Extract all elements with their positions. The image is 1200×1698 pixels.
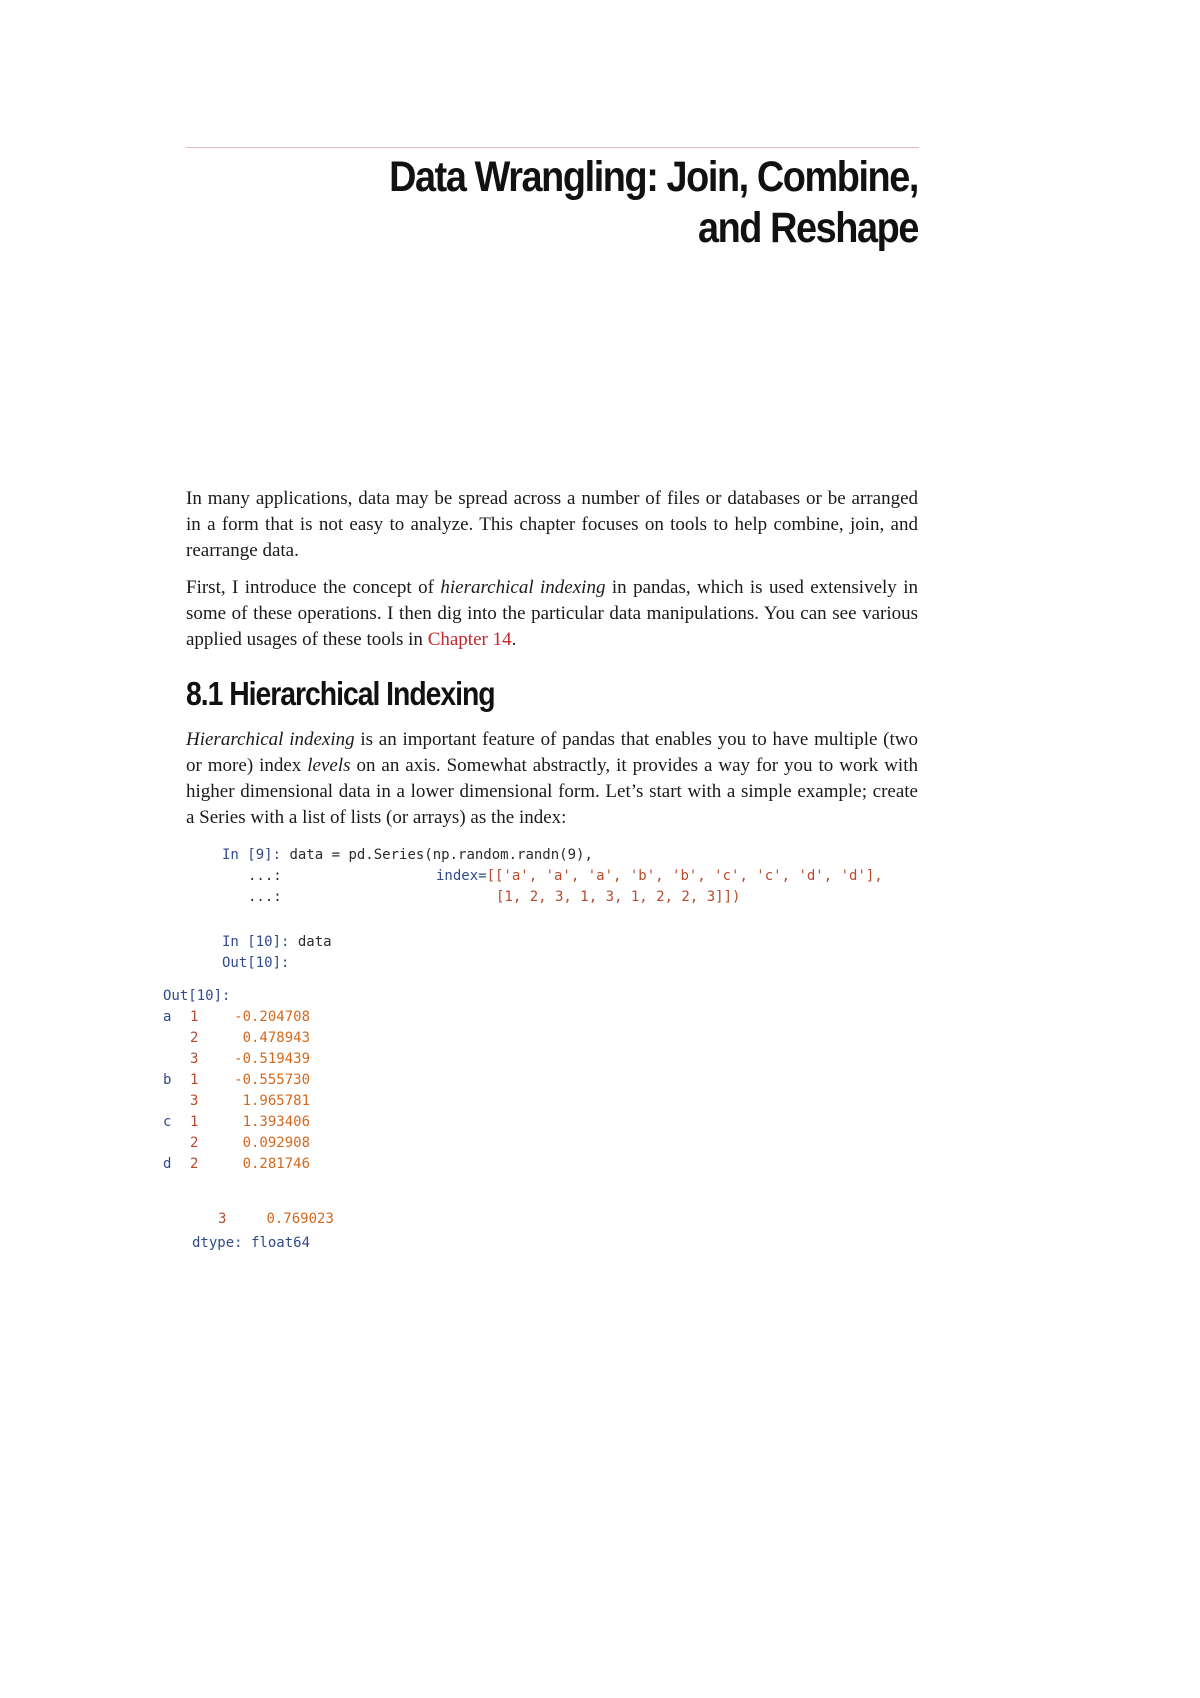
output-row [163, 1112, 310, 1133]
output-row-level1: c [163, 1114, 172, 1130]
prompt-cont-1: ...: [248, 868, 282, 884]
output-row-value: 1.393406 [242, 1114, 310, 1130]
section-paragraph [186, 727, 918, 831]
output-row [163, 1133, 310, 1154]
output-row-value: -0.204708 [234, 1009, 310, 1025]
output-row-level2: 1 [190, 1072, 199, 1088]
code-line-cont-1 [248, 866, 282, 887]
prompt-in9: In [9]: [222, 847, 282, 863]
chapter-title [374, 152, 918, 254]
code-index-kw: index= [436, 868, 487, 884]
prompt-in10: In [10]: [222, 934, 290, 950]
term-levels: levels [307, 755, 351, 776]
output-label-text: Out[10]: [163, 988, 231, 1004]
code-line-cont-2 [248, 887, 282, 908]
output-row-level1: a [163, 1009, 172, 1025]
intro-paragraph-2-end: . [511, 629, 517, 650]
intro-paragraph-2-text-cont: in pandas, which is used extensively in some of these operations. I then dig into the particular data manipulations. You can see various applied usages of these tools in [186, 577, 918, 650]
output-row-level1: b [163, 1072, 172, 1088]
output-row-value: 0.092908 [242, 1135, 310, 1151]
chapter-14-link[interactable]: Chapter 14 [427, 629, 512, 650]
output-dtype [192, 1233, 310, 1254]
output-row-level2: 2 [190, 1156, 199, 1172]
output-row-value: -0.555730 [234, 1072, 310, 1088]
section-paragraph-text: is an important feature of pandas that enables you to have multiple (two or more) index [186, 729, 918, 776]
output-row [163, 1154, 310, 1175]
output-trailing-row [218, 1209, 334, 1230]
output-trailing-level2: 3 [218, 1211, 227, 1227]
output-row [163, 1028, 310, 1049]
term-hierarchical-indexing-2: Hierarchical indexing [186, 729, 355, 750]
output-row-value: 0.478943 [242, 1030, 310, 1046]
output-row-value: 1.965781 [242, 1093, 310, 1109]
code-line-index [436, 866, 883, 887]
section-heading: 8.1 Hierarchical Indexing [186, 675, 495, 712]
code-in9: data = pd.Series(np.random.randn(9), [281, 847, 593, 863]
chapter-title-line-1: Data Wrangling: Join, Combine, [389, 153, 919, 201]
chapter-title-line-2: and Reshape [697, 204, 918, 252]
output-row-level2: 2 [190, 1030, 199, 1046]
code-line-in9 [222, 845, 593, 866]
output-row-level2: 1 [190, 1114, 199, 1130]
output-label [163, 986, 230, 1007]
output-row [163, 1070, 310, 1091]
intro-paragraph-1: In many applications, data may be spread across a number of files or databases or be arranged in a form that is not easy to analyze. This chapter focuses on tools to help combine, join, and rearrange data. [186, 488, 918, 561]
code-index-letters: [['a', 'a', 'a', 'b', 'b', 'c', 'c', 'd', 'd'], [486, 868, 883, 884]
output-row [163, 1091, 310, 1112]
section-paragraph-text-cont: on an axis. Somewhat abstractly, it provides a way for you to work with higher dimensional data in a lower dimensional form. Let’s start with a simple example; create a Series with a list of lists (or arrays) as the index: [186, 755, 918, 828]
output-row [163, 1007, 310, 1028]
output-row-value: 0.281746 [242, 1156, 310, 1172]
chapter-top-rule [186, 147, 919, 148]
term-hierarchical-indexing: hierarchical indexing [440, 577, 606, 598]
output-dtype-text: dtype: float64 [192, 1235, 311, 1251]
code-line-index-numbers [496, 887, 740, 908]
output-row [163, 1049, 310, 1070]
intro-paragraph-2-text: First, I introduce the concept of [186, 577, 441, 598]
code-in10: data [289, 934, 332, 950]
output-trailing-value: 0.769023 [266, 1211, 334, 1227]
output-row-level2: 3 [190, 1093, 199, 1109]
output-row-level2: 1 [190, 1009, 199, 1025]
output-row-value: -0.519439 [234, 1051, 310, 1067]
prompt-out10: Out[10]: [222, 955, 290, 971]
intro-paragraph-2 [186, 575, 918, 653]
prompt-cont-2: ...: [248, 889, 282, 905]
code-index-numbers: [1, 2, 3, 1, 3, 1, 2, 2, 3]]) [496, 889, 741, 905]
code-line-out10 [222, 953, 289, 974]
output-row-level2: 3 [190, 1051, 199, 1067]
output-row-level2: 2 [190, 1135, 199, 1151]
output-row-level1: d [163, 1156, 172, 1172]
code-line-in10 [222, 932, 332, 953]
